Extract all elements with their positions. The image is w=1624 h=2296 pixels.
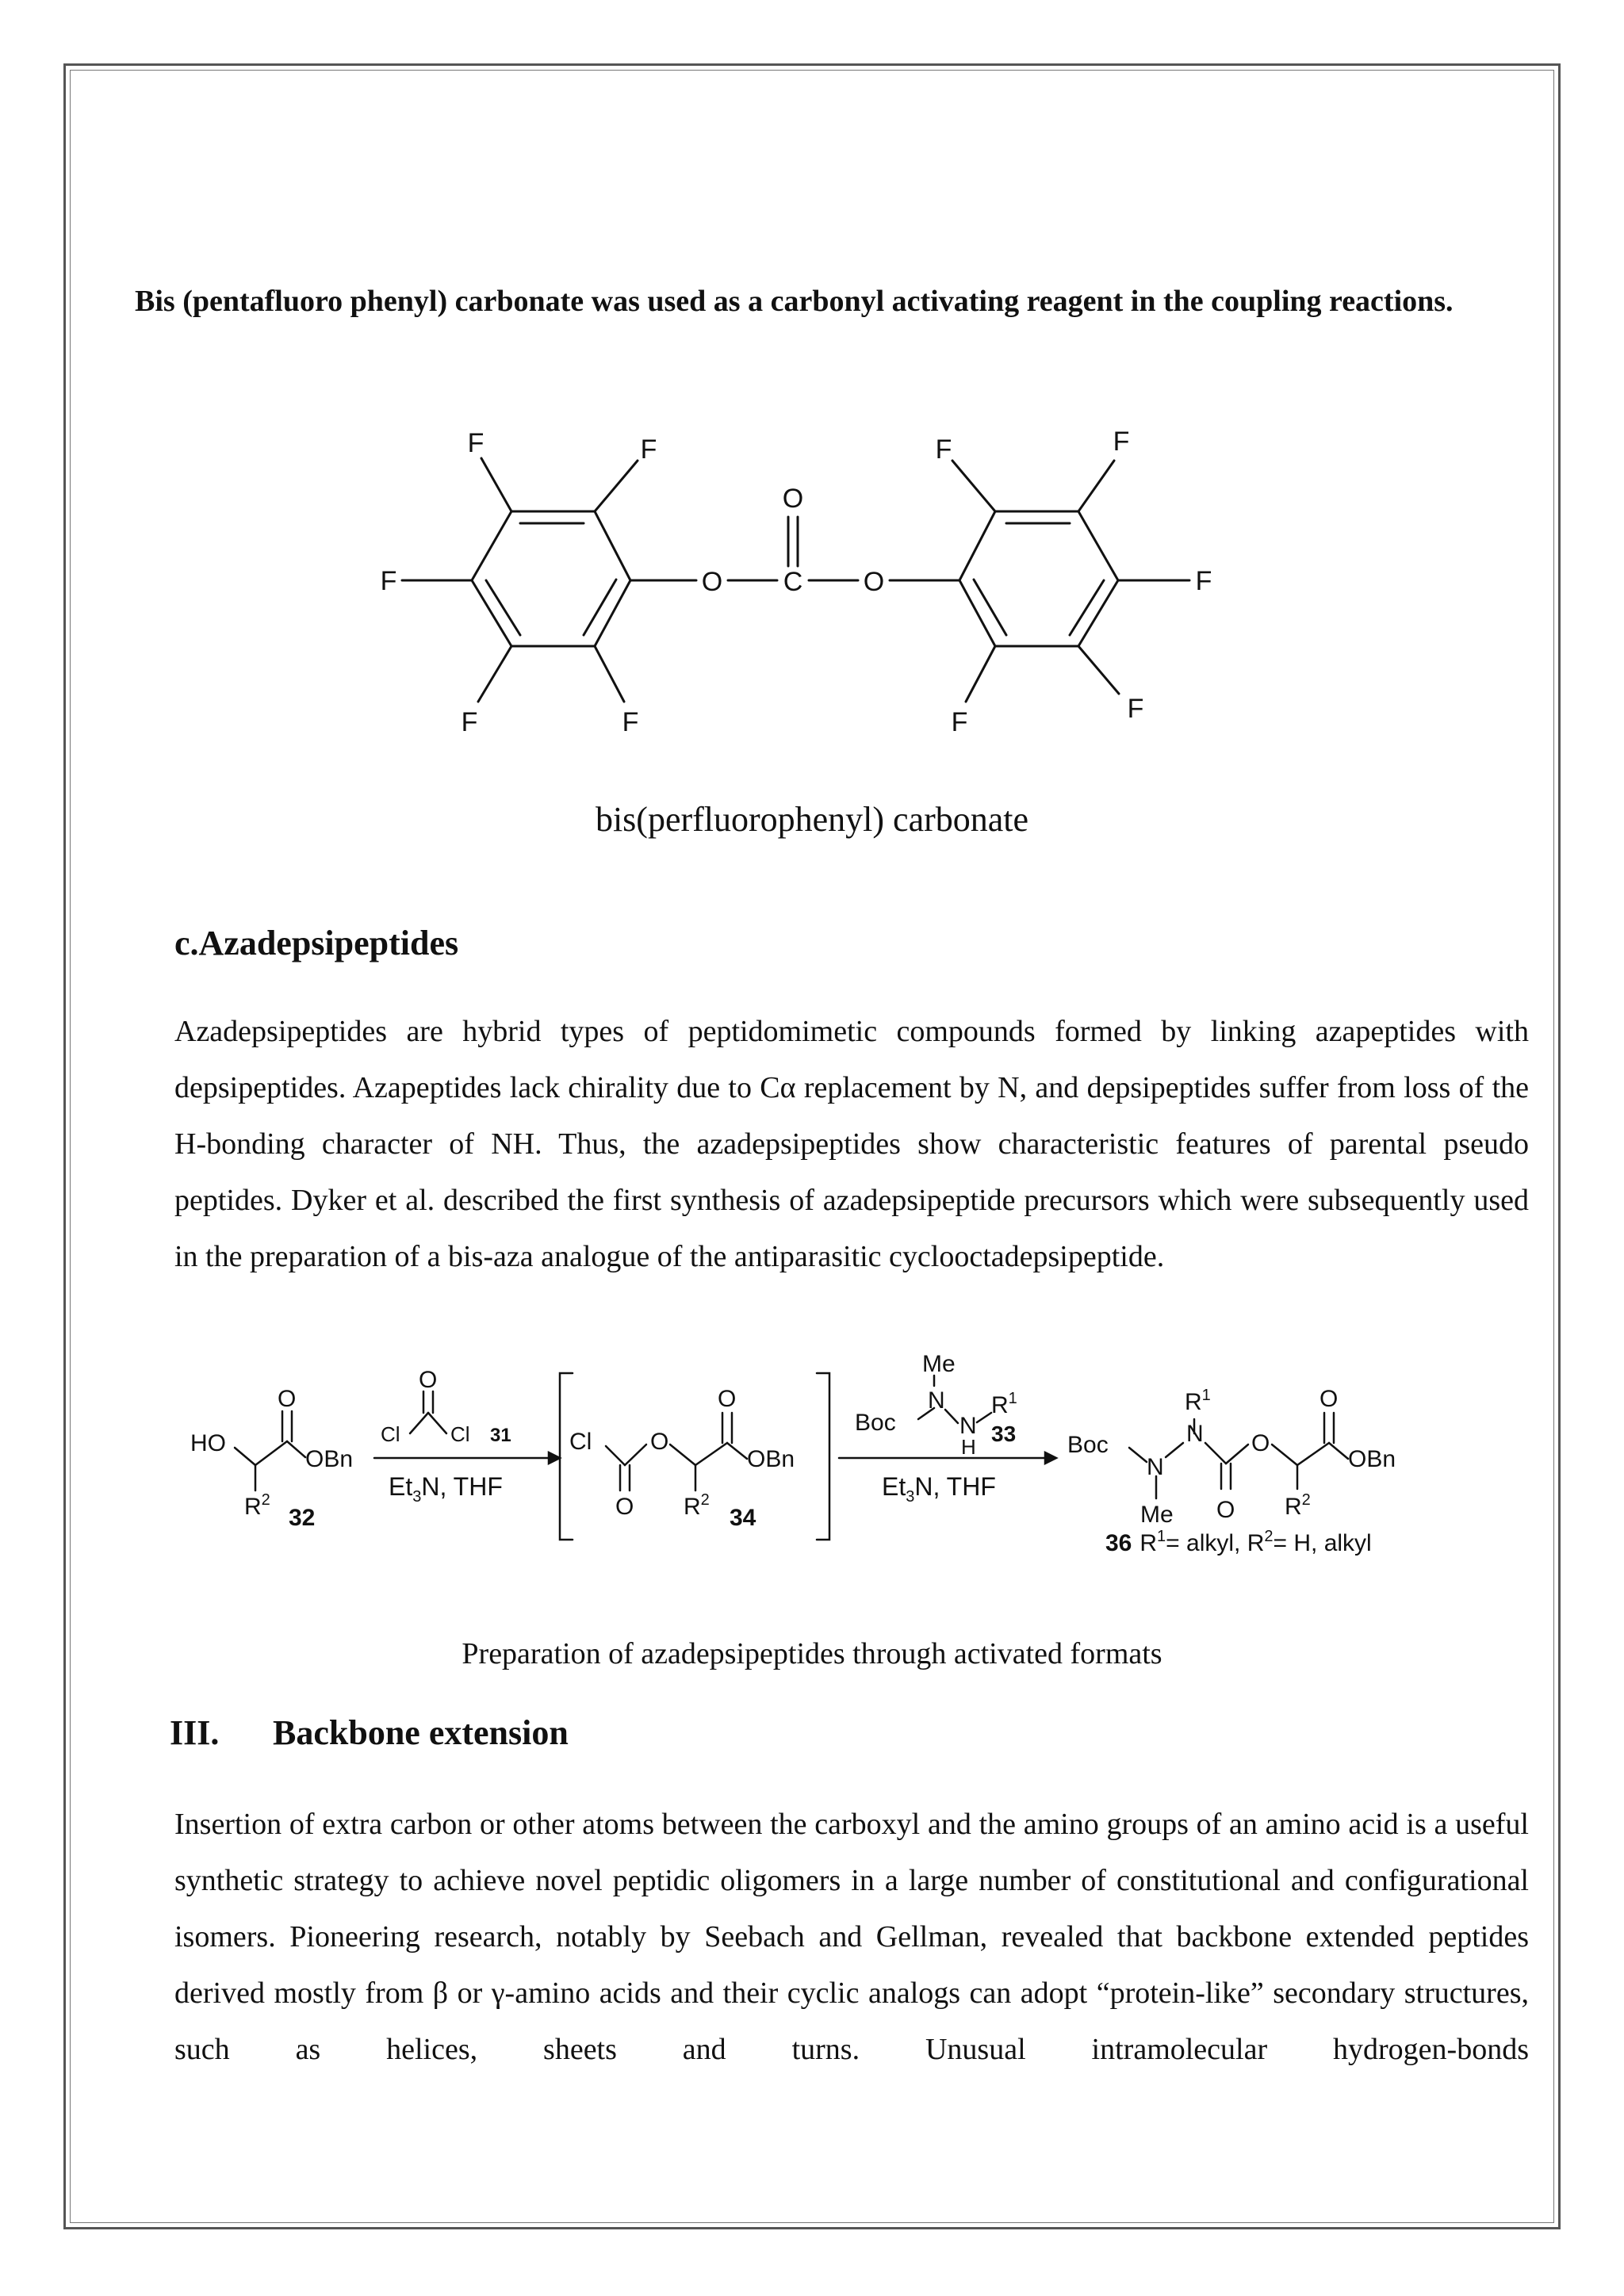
scheme-caption: Preparation of azadepsipeptides through activated formats	[462, 1637, 1162, 1670]
atom-c: C	[783, 567, 803, 597]
label-r1: $R^1$	[1185, 1387, 1211, 1415]
atom-f: F	[380, 566, 397, 596]
compound-32: 32	[289, 1505, 316, 1531]
label-me: Me	[1140, 1502, 1174, 1528]
atom-o: O	[701, 567, 723, 597]
label-o: O	[718, 1386, 737, 1412]
label-o: O	[650, 1429, 669, 1455]
label-n: N	[959, 1413, 977, 1439]
reaction-scheme	[0, 1332, 1624, 1594]
label-obn: OBn	[305, 1446, 354, 1472]
label-n: N	[928, 1387, 945, 1414]
azadepsipeptides-paragraph: Azadepsipeptides are hybrid types of peptidomimetic compounds formed by linking azapeptides with depsipeptides. Azapeptides lack chirality due to Cα replacement by N, and depsipeptides suffer from loss of the H-bonding character of NH. Thus, the azadepsipeptides show characteristic features of parental pseudo peptides. Dyker et al. described the first synthesis of azadepsipeptide precursors which were subsequently used in the preparation of a bis-aza analogue of the antiparasitic cyclooctadepsipeptide.	[174, 1015, 1529, 1273]
label-r2: $R^2$	[244, 1491, 270, 1520]
section-heading-backbone-extension	[170, 1712, 569, 1753]
label-n: N	[1186, 1421, 1204, 1447]
atom-f: F	[1195, 566, 1212, 596]
label-o: O	[278, 1386, 297, 1412]
atom-f: F	[935, 434, 952, 465]
label-r2: $R^2$	[1285, 1491, 1311, 1520]
section-number: III.	[170, 1713, 220, 1752]
label-obn: OBn	[1348, 1446, 1396, 1472]
label-cl: Cl	[450, 1422, 470, 1446]
label-o: O	[1251, 1430, 1270, 1456]
backbone-extension-paragraph: Insertion of extra carbon or other atoms between the carboxyl and the amino groups of an amino acid is a useful synthetic strategy to achieve novel peptidic oligomers in a large number of constitutional and configurational isomers. Pioneering research, notably by Seebach and Gellman, revealed that backbone extended peptides derived mostly from β or γ-amino acids and their cyclic analogs can adopt “protein-like” secondary structures, such as helices, sheets and turns. Unusual intramolecular hydrogen-bonds	[174, 1808, 1529, 2066]
label-obn: OBn	[747, 1446, 795, 1472]
atom-f: F	[622, 707, 639, 737]
label-r1: $R^1$	[991, 1390, 1017, 1418]
atom-f: F	[1113, 427, 1130, 457]
label-me: Me	[922, 1351, 956, 1377]
atom-f: F	[951, 707, 968, 737]
label-cl: Cl	[381, 1422, 400, 1446]
compound-36-definition: 36 $R^1=$ alkyl, $R^2= H$, alkyl	[1105, 1528, 1372, 1556]
atom-o: O	[863, 567, 885, 597]
conditions-1: $Et_3N$, THF	[389, 1472, 503, 1506]
label-r2: $R^2$	[684, 1491, 710, 1520]
label-n: N	[1147, 1454, 1164, 1480]
intro-paragraph: Bis (pentafluoro phenyl) carbonate was used as a carbonyl activating reagent in the coupling reactions.	[135, 285, 1454, 318]
label-boc: Boc	[855, 1410, 896, 1436]
molecule-caption: bis(perfluorophenyl) carbonate	[595, 800, 1029, 839]
compound-34: 34	[730, 1505, 756, 1531]
label-boc: Boc	[1067, 1432, 1109, 1458]
label-o: O	[615, 1494, 634, 1520]
compound-31: 31	[490, 1425, 511, 1446]
label-o: O	[419, 1367, 438, 1393]
label-o: O	[1320, 1386, 1339, 1412]
atom-f: F	[1127, 694, 1144, 724]
label-o: O	[1216, 1497, 1235, 1523]
label-ho: HO	[190, 1430, 226, 1456]
label-h: H	[961, 1435, 976, 1459]
section-heading-azadepsipeptides: c.Azadepsipeptides	[174, 924, 459, 962]
atom-f: F	[461, 707, 478, 737]
compound-33: 33	[991, 1422, 1017, 1446]
atom-o: O	[782, 484, 804, 514]
atom-f: F	[640, 434, 657, 465]
conditions-2: $Et_3N$, THF	[882, 1472, 996, 1506]
section-title: Backbone extension	[273, 1713, 569, 1752]
label-cl: Cl	[569, 1429, 592, 1455]
carbonate-structure	[0, 0, 1624, 793]
atom-f: F	[467, 428, 485, 458]
